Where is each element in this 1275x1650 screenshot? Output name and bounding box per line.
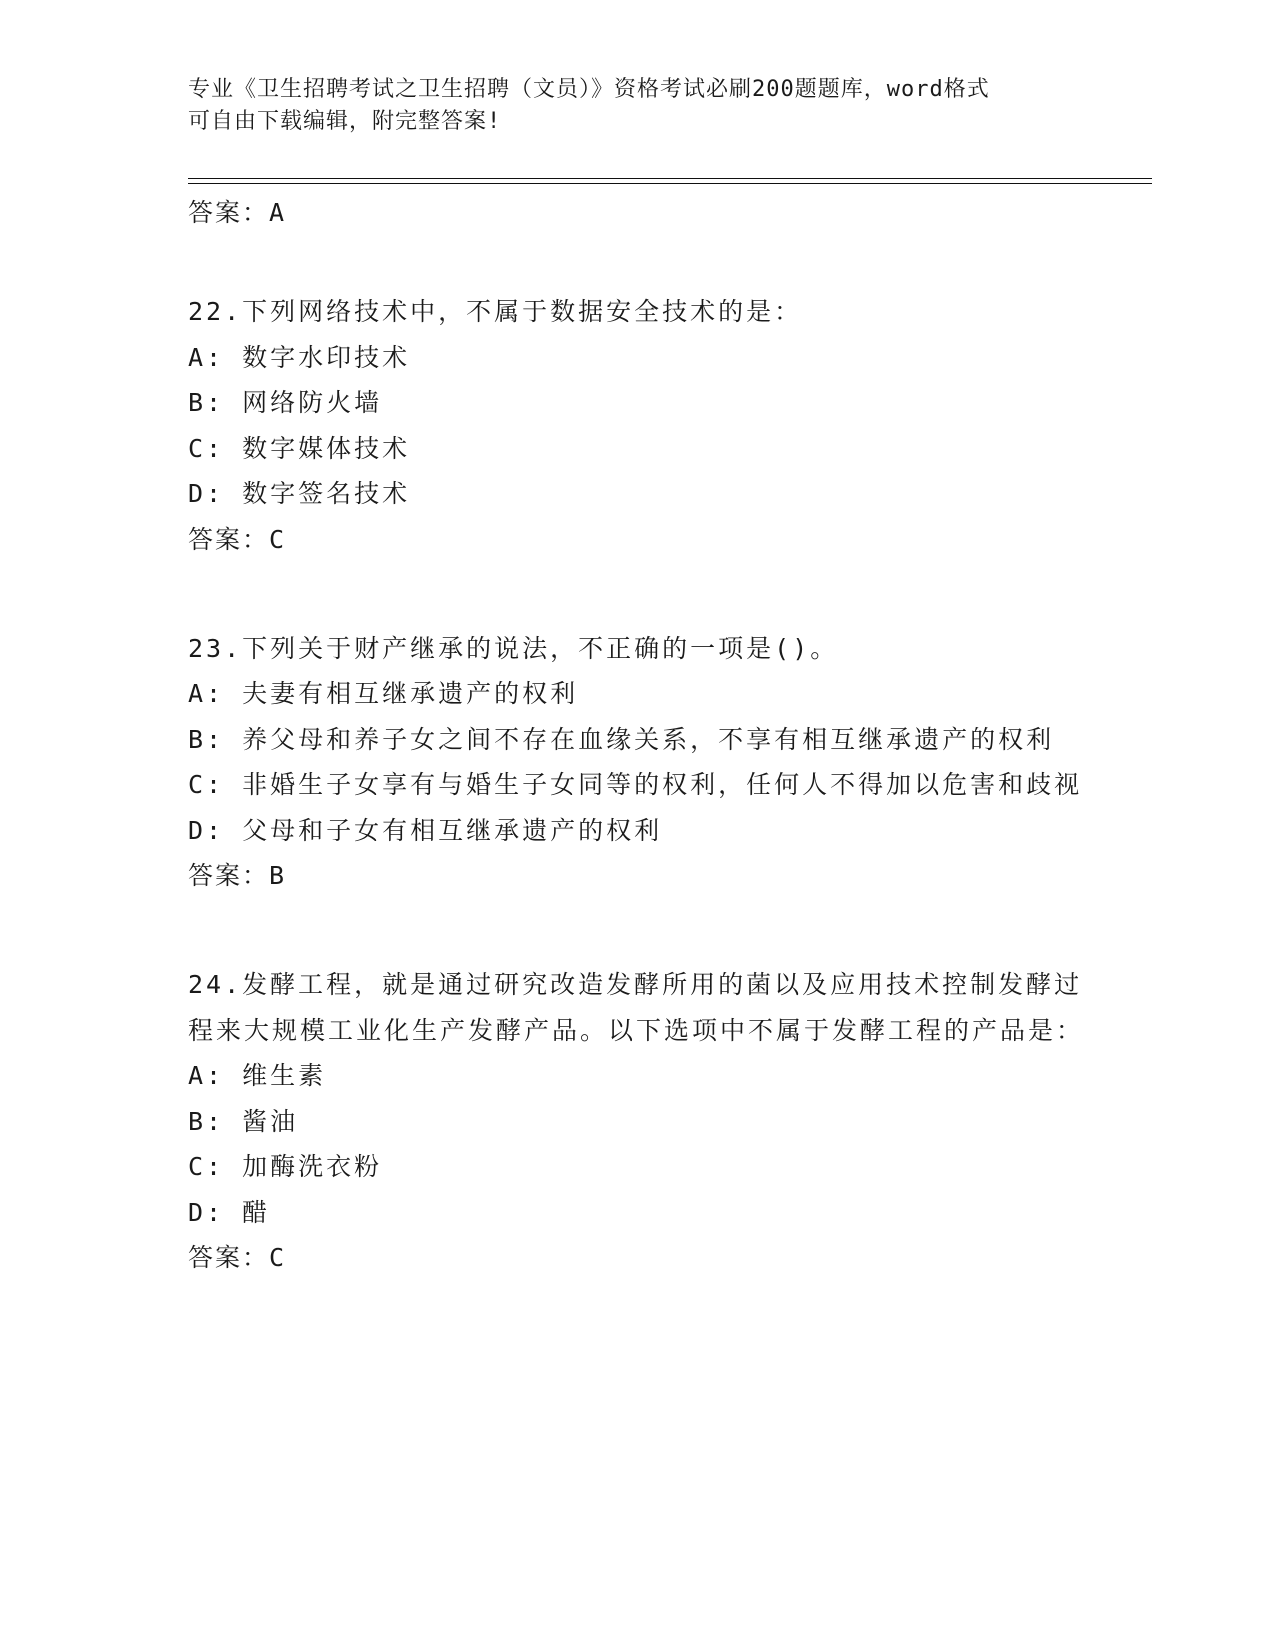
answer-value: C [269, 1243, 285, 1272]
option-a [188, 335, 1088, 381]
option-text: 数字签名技术 [242, 479, 411, 508]
option-d [188, 1190, 1088, 1236]
option-a [188, 671, 1088, 717]
option-text: 非婚生子女享有与婚生子女同等的权利，任何人不得加以危害和歧视 [242, 770, 1083, 799]
header-line-1: 专业《卫生招聘考试之卫生招聘（文员）》资格考试必刷200题题库，word格式 [188, 77, 990, 102]
answer-line [188, 517, 1088, 562]
answer-value: B [269, 861, 285, 890]
option-key: D: [188, 479, 225, 508]
option-key: B: [188, 1106, 225, 1136]
answer-label: 答案： [188, 861, 270, 890]
document-header [188, 74, 1088, 138]
question-text: 23.下列关于财产继承的说法，不正确的一项是()。 [188, 633, 839, 663]
option-b [188, 1099, 1088, 1145]
option-c [188, 762, 1088, 808]
option-b [188, 380, 1088, 426]
option-d [188, 808, 1088, 854]
option-key: A: [188, 342, 225, 372]
option-key: A: [188, 1061, 225, 1090]
answer-value: C [269, 524, 285, 554]
option-key: D: [188, 815, 225, 845]
question-block [188, 289, 1088, 562]
answer-label: 答案： [188, 1243, 270, 1272]
option-text: 养父母和养子女之间不存在血缘关系，不享有相互继承遗产的权利 [242, 724, 1055, 754]
header-divider [188, 178, 1152, 179]
option-key: B: [188, 388, 225, 417]
option-b [188, 717, 1088, 763]
option-key: B: [188, 724, 225, 754]
option-key: A: [188, 679, 225, 708]
option-text: 网络防火墙 [242, 388, 383, 417]
answer-line [188, 853, 1088, 898]
option-text: 数字媒体技术 [242, 433, 411, 463]
header-line-2: 可自由下载编辑，附完整答案! [188, 109, 502, 134]
question-block [188, 626, 1088, 899]
question-block [188, 962, 1088, 1280]
document-body [188, 190, 1088, 1280]
option-text: 数字水印技术 [242, 342, 411, 372]
option-text: 维生素 [242, 1061, 327, 1090]
option-a [188, 1053, 1088, 1099]
option-d [188, 471, 1088, 517]
option-key: C: [188, 1152, 225, 1181]
option-key: C: [188, 770, 225, 799]
option-text: 醋 [242, 1197, 271, 1227]
answer-line [188, 190, 1088, 235]
header-divider-secondary [188, 183, 1152, 184]
option-text: 酱油 [242, 1106, 299, 1136]
option-key: C: [188, 433, 225, 463]
answer-label: 答案： [188, 198, 270, 227]
option-c [188, 1144, 1088, 1190]
option-text: 加酶洗衣粉 [242, 1152, 383, 1181]
answer-line [188, 1235, 1088, 1280]
option-text: 夫妻有相互继承遗产的权利 [242, 679, 579, 708]
answer-value: A [269, 198, 285, 227]
option-key: D: [188, 1197, 225, 1227]
question-text: 24.发酵工程，就是通过研究改造发酵所用的菌以及应用技术控制发酵过程来大规模工业化生产发酵产品。以下选项中不属于发酵工程的产品是： [188, 970, 1085, 1045]
option-c [188, 426, 1088, 472]
option-text: 父母和子女有相互继承遗产的权利 [242, 815, 663, 845]
question-text: 22.下列网络技术中，不属于数据安全技术的是： [188, 297, 803, 326]
answer-label: 答案： [188, 524, 270, 554]
